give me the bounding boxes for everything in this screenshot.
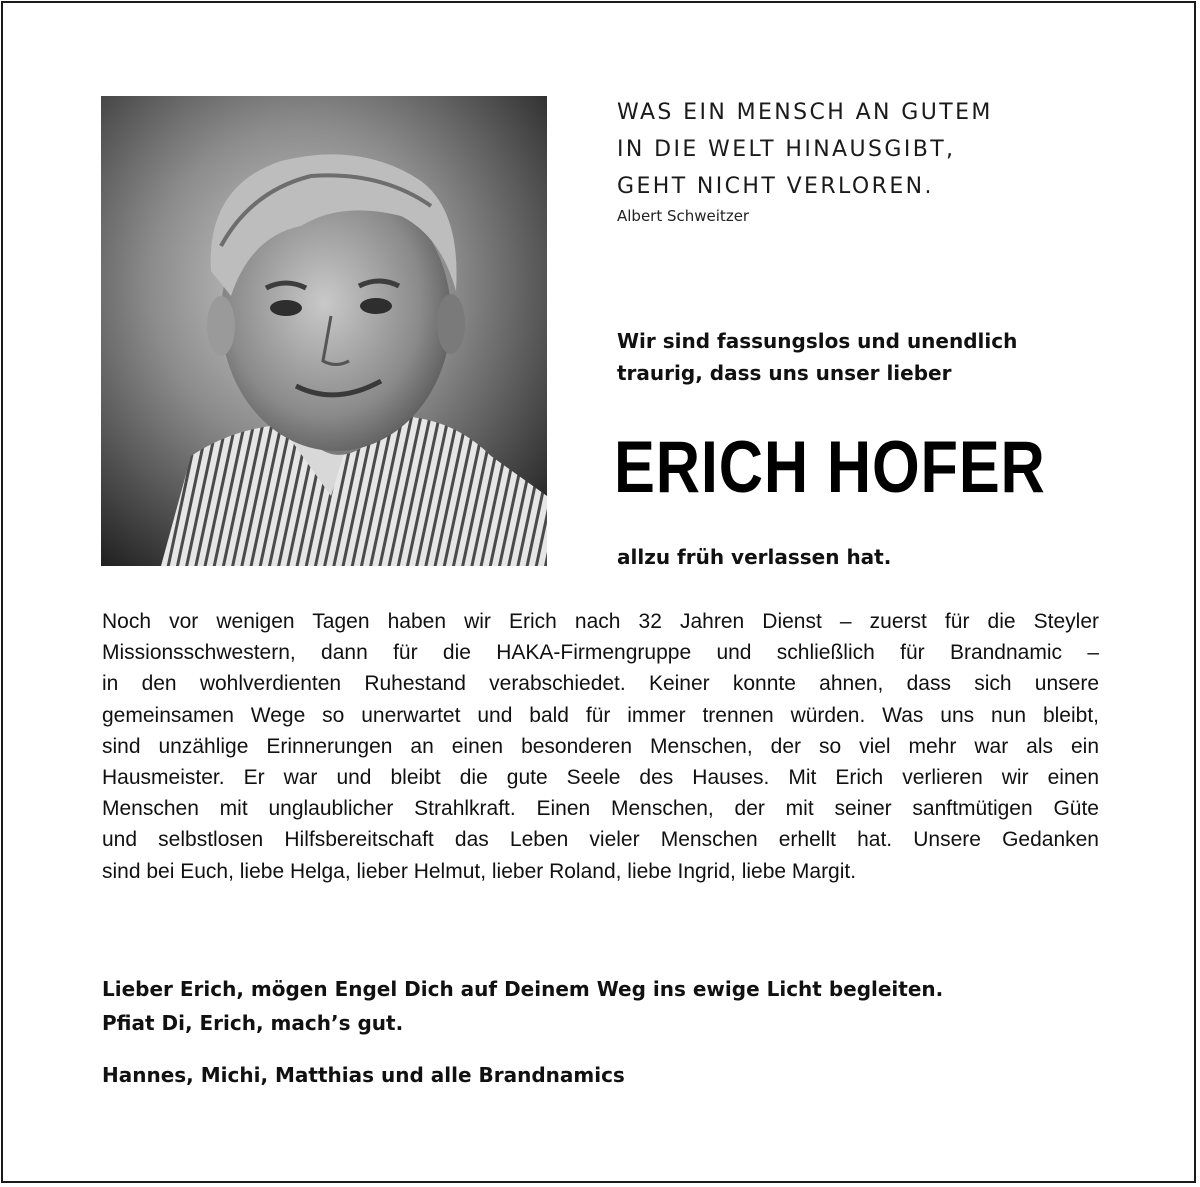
deceased-name: ERICH HOFER — [614, 427, 1046, 508]
closing-line: Lieber Erich, mögen Engel Dich auf Deinem Weg ins ewige Licht begleiten. — [102, 977, 944, 1001]
quote-line: IN DIE WELT HINAUSGIBT, — [617, 137, 956, 162]
body-line: Hausmeister. Er war und bleibt die gute Seele des Hauses. Mit Erich verlieren wir einen — [102, 765, 1099, 789]
body-line: gemeinsamen Wege so unerwartet und bald für immer trennen würden. Was uns nun bleibt, — [102, 703, 1099, 727]
quote-line: WAS EIN MENSCH AN GUTEM — [617, 100, 993, 125]
body-line: in den wohlverdienten Ruhestand verabschiedet. Keiner konnte ahnen, dass sich unsere — [102, 672, 1099, 696]
closing-line: Pfiat Di, Erich, mach’s gut. — [102, 1011, 404, 1035]
quote — [617, 94, 993, 205]
closing-text — [102, 972, 943, 1040]
body-line: sind bei Euch, liebe Helga, lieber Helmut, lieber Roland, liebe Ingrid, liebe Margit. — [102, 859, 857, 883]
body-paragraph — [102, 606, 1099, 887]
quote-line: GEHT NICHT VERLOREN. — [617, 174, 934, 199]
intro-text — [617, 325, 1017, 389]
portrait-photo — [101, 96, 547, 566]
body-line: Missionsschwestern, dann für die HAKA-Firmengruppe und schließlich für Brandnamic – — [102, 641, 1099, 665]
body-line: Menschen mit unglaublicher Strahlkraft. Einen Menschen, der mit seiner sanftmütigen Güte — [102, 797, 1099, 821]
intro-line: traurig, dass uns unser lieber — [617, 361, 952, 385]
body-line: und selbstlosen Hilfsbereitschaft das Leben vieler Menschen erhellt hat. Unsere Gedanken — [102, 828, 1099, 852]
intro-line: Wir sind fassungslos und unendlich — [617, 329, 1018, 353]
body-line: sind unzählige Erinnerungen an einen besonderen Menschen, der so viel mehr war als ein — [102, 734, 1099, 758]
signature: Hannes, Michi, Matthias und alle Brandnamics — [102, 1063, 625, 1087]
quote-author: Albert Schweitzer — [617, 207, 750, 225]
outro-text: allzu früh verlassen hat. — [617, 545, 892, 569]
body-line: Noch vor wenigen Tagen haben wir Erich nach 32 Jahren Dienst – zuerst für die Steyler — [102, 610, 1099, 633]
